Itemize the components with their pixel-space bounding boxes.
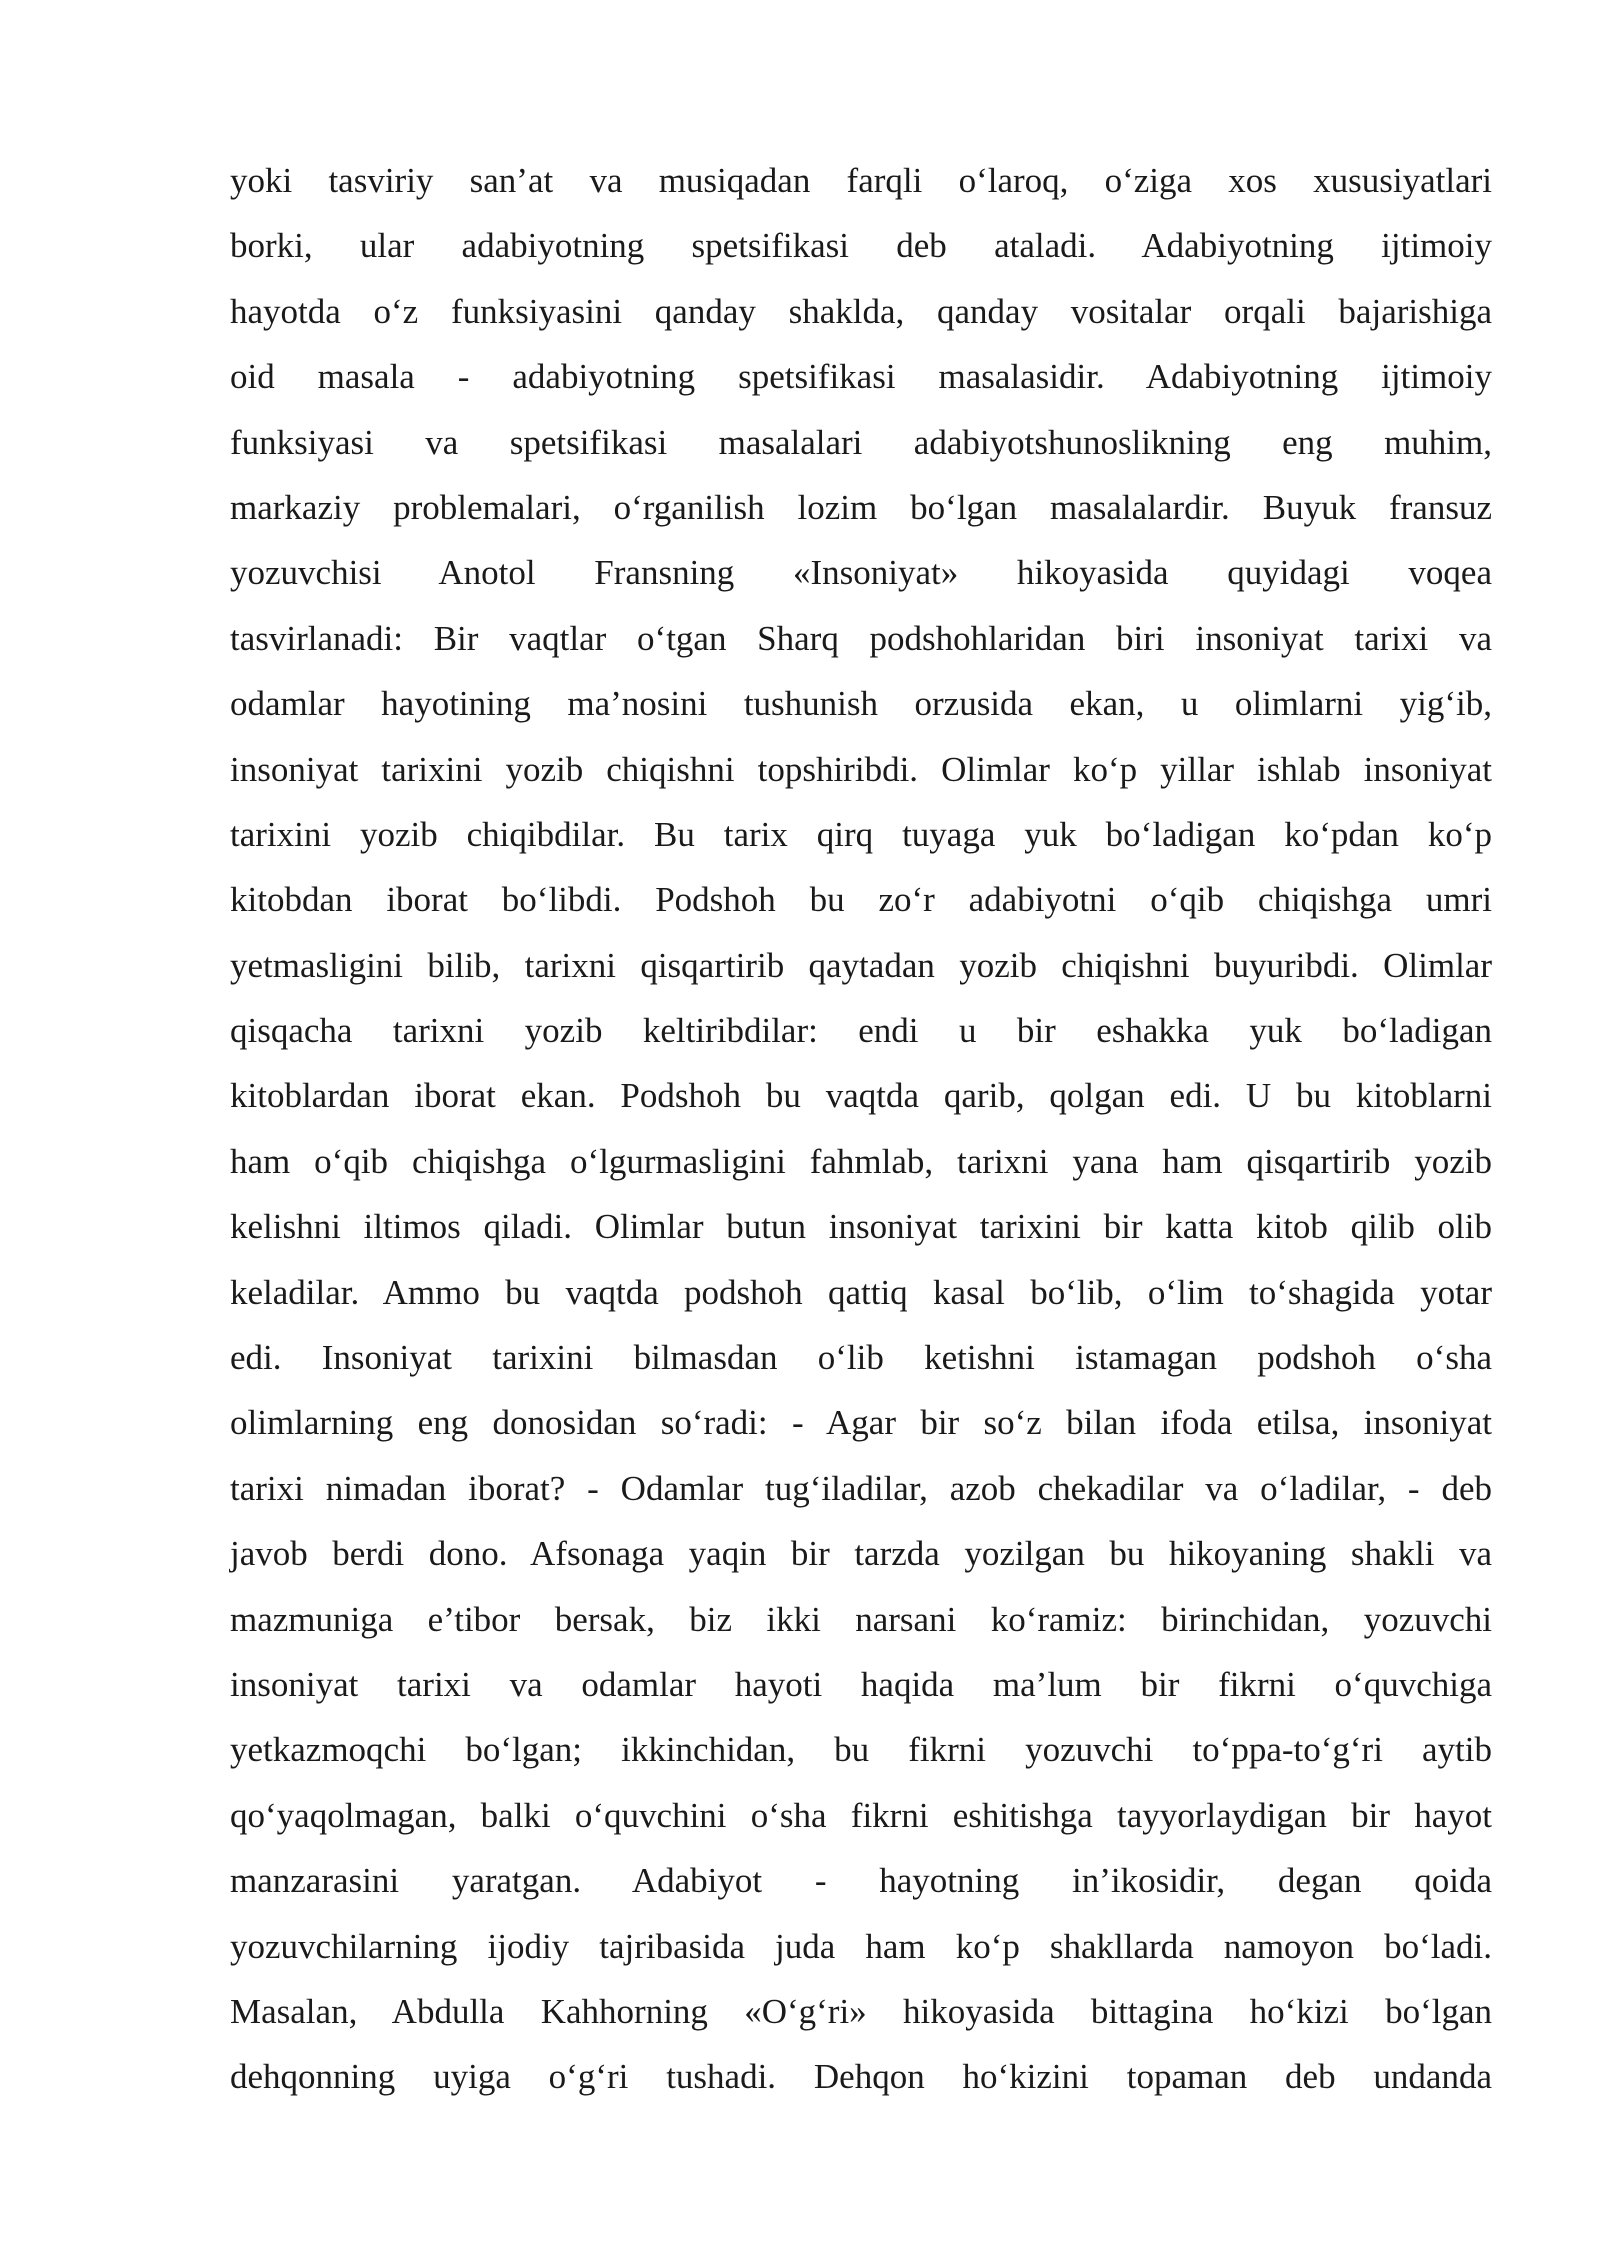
text-line: yozuvchisi Anotol Fransning «Insoniyat» hikoyasida quyidagi voqea — [230, 553, 1492, 593]
text-line: ham o‘qib chiqishga o‘lgurmasligini fahmlab, tarixni yana ham qisqartirib yozib — [230, 1141, 1492, 1181]
text-line: kitoblardan iborat ekan. Podshoh bu vaqtda qarib, qolgan edi. U bu kitoblarni — [230, 1076, 1492, 1116]
text-line: keladilar. Ammo bu vaqtda podshoh qattiq kasal bo‘lib, o‘lim to‘shagida yotar — [230, 1272, 1492, 1312]
text-line: dehqonning uyiga o‘g‘ri tushadi. Dehqon ho‘kizini topaman deb undanda — [230, 2057, 1492, 2097]
text-line: tarixini yozib chiqibdilar. Bu tarix qirq tuyaga yuk bo‘ladigan ko‘pdan ko‘p — [230, 814, 1492, 854]
text-line: edi. Insoniyat tarixini bilmasdan o‘lib ketishni istamagan podshoh o‘sha — [230, 1338, 1492, 1378]
text-line: borki, ular adabiyotning spetsifikasi deb ataladi. Adabiyotning ijtimoiy — [230, 226, 1492, 266]
text-line: qisqacha tarixni yozib keltiribdilar: endi u bir eshakka yuk bo‘ladigan — [230, 1011, 1492, 1051]
text-line: markaziy problemalari, o‘rganilish lozim bo‘lgan masalalardir. Buyuk fransuz — [230, 487, 1492, 527]
text-line: Masalan, Abdulla Kahhorning «O‘g‘ri» hikoyasida bittagina ho‘kizi bo‘lgan — [230, 1991, 1492, 2031]
text-line: hayotda o‘z funksiyasini qanday shaklda, qanday vositalar orqali bajarishiga — [230, 291, 1492, 331]
text-line: qo‘yaqolmagan, balki o‘quvchini o‘sha fikrni eshitishga tayyorlaydigan bir hayot — [230, 1795, 1492, 1835]
text-line: olimlarning eng donosidan so‘radi: - Agar bir so‘z bilan ifoda etilsa, insoniyat — [230, 1403, 1492, 1443]
body-text — [230, 148, 1492, 2110]
text-line: yozuvchilarning ijodiy tajribasida juda ham ko‘p shakllarda namoyon bo‘ladi. — [230, 1926, 1492, 1966]
text-line: odamlar hayotining ma’nosini tushunish orzusida ekan, u olimlarni yig‘ib, — [230, 684, 1492, 724]
text-line: funksiyasi va spetsifikasi masalalari adabiyotshunoslikning eng muhim, — [230, 422, 1492, 462]
text-line: javob berdi dono. Afsonaga yaqin bir tarzda yozilgan bu hikoyaning shakli va — [230, 1534, 1492, 1574]
text-line: yoki tasviriy san’at va musiqadan farqli o‘laroq, o‘ziga xos xususiyatlari — [230, 161, 1492, 200]
text-line: tarixi nimadan iborat? - Odamlar tug‘iladilar, azob chekadilar va o‘ladilar, - deb — [230, 1468, 1492, 1508]
text-line: yetkazmoqchi bo‘lgan; ikkinchidan, bu fikrni yozuvchi to‘ppa-to‘g‘ri aytib — [230, 1730, 1492, 1770]
text-line: manzarasini yaratgan. Adabiyot - hayotning in’ikosidir, degan qoida — [230, 1861, 1492, 1901]
text-line: yetmasligini bilib, tarixni qisqartirib qaytadan yozib chiqishni buyuribdi. Olimlar — [230, 945, 1492, 985]
text-line: oid masala - adabiyotning spetsifikasi masalasidir. Adabiyotning ijtimoiy — [230, 357, 1492, 397]
text-line: insoniyat tarixini yozib chiqishni topshiribdi. Olimlar ko‘p yillar ishlab insoniyat — [230, 749, 1492, 789]
text-line: kitobdan iborat bo‘libdi. Podshoh bu zo‘r adabiyotni o‘qib chiqishga umri — [230, 880, 1492, 920]
text-line: kelishni iltimos qiladi. Olimlar butun insoniyat tarixini bir katta kitob qilib olib — [230, 1207, 1492, 1247]
text-line: tasvirlanadi: Bir vaqtlar o‘tgan Sharq podshohlaridan biri insoniyat tarixi va — [230, 618, 1492, 658]
text-line: mazmuniga e’tibor bersak, biz ikki narsani ko‘ramiz: birinchidan, yozuvchi — [230, 1599, 1492, 1639]
text-line: insoniyat tarixi va odamlar hayoti haqida ma’lum bir fikrni o‘quvchiga — [230, 1664, 1492, 1704]
